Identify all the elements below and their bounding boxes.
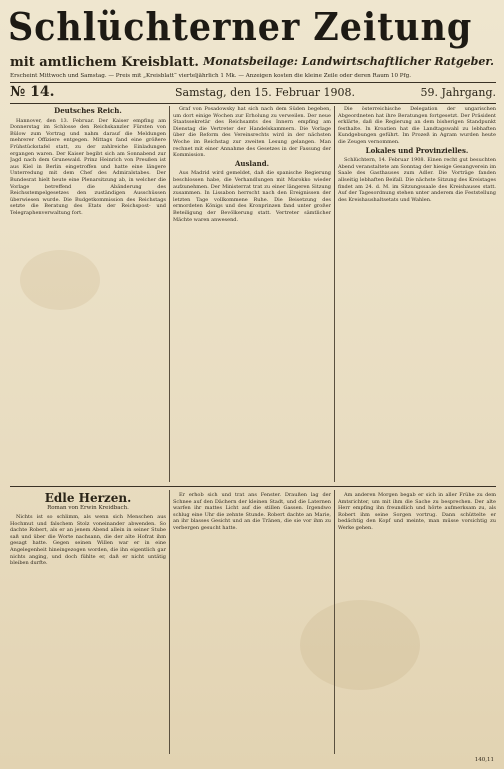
column-3 [338,106,496,482]
divider [10,82,496,83]
feuilleton-column-1 [10,514,166,754]
feuilleton-author: Roman von Erwin Kreidbach. [47,505,129,511]
divider [10,103,496,104]
feuilleton-title: Edle Herzen. [44,491,132,505]
feuilleton-text: Nichts ist so schlimm, als wenn sich Menschen aus Hochmut und falschem Stolz voneinander abwenden. So dachte Robert, als er an jenem Abend allein in seiner Stube saß und über die Worte nachsann, die der alte Hofrat ihm gesagt hatte. Gegen seinen Willen war er in eine Angelegenheit hineingezogen worden, die ihn eigentlich gar nichts anging, und doch fühlte er, daß er nicht untätig bleiben durfte. [10,514,166,567]
publication-info: Erscheint Mittwoch und Samstag. — Preis mit „Kreisblatt“ vierteljährlich 1 Mk. — Anzeigen kosten die kleine Zeile oder deren Raum 10 Pfg. [10,73,411,79]
column-divider [334,106,335,482]
article-text: Die österreichische Delegation der ungarischen Abgeordneten hat ihre Beratungen fortgesetzt. Der Präsident erklärte, daß die Regierung an dem bisherigen Standpunkt festhalte. In Kroatien hat die Landtagswahl zu lebhaften Kundgebungen geführt. Im Prozeß in Agram wurden heute die Zeugen vernommen. [338,106,496,145]
feuilleton-divider [10,486,496,487]
section-heading: Ausland. [234,158,270,168]
feuilleton-column-3 [338,492,496,754]
column-divider [169,490,170,754]
column-divider [334,490,335,754]
volume: 59. Jahrgang. [420,86,496,99]
article-text: Hannover, den 13. Februar. Der Kaiser empfing am Donnerstag im Schlosse den Reichskanzler Fürsten von Bülow zum Vortrag und nahm darauf die Meldungen mehrerer Offiziere entgegen. Mittags fand eine größere Frühstückstafel statt, zu der zahlreiche Einladungen ergangen waren. Der Kaiser begibt sich am Sonnabend zur Jagd nach dem Grunewald. Prinz Heinrich von Preußen ist aus Kiel in Berlin eingetroffen und hatte eine längere Unterredung mit dem Chef des Admiralstabes. Der Bundesrat hielt heute eine Plenarsitzung ab, in welcher die Vorlage betreffend die Abänderung des Reichsstempelgesetzes den zuständigen Ausschüssen überwiesen wurde. Die Budgetkommission des Reichstags setzte die Beratung des Etats der Reichspost- und Telegraphenverwaltung fort. [10,117,166,216]
feuilleton-column-2 [173,492,331,754]
feuilleton-text: Am anderen Morgen begab er sich in aller Frühe zu dem Amtsrichter, um mit ihm die Sache zu besprechen. Der alte Herr empfing ihn freundlich und hörte aufmerksam zu, als Robert ihm seine Sorgen vortrug. Dann schüttelte er bedächtig den Kopf und meinte, man müsse vorsichtig zu Werke gehen. [338,492,496,531]
article-text: Graf von Posadowsky hat sich nach dem Süden begeben, um dort einige Wochen zur Erholung zu verweilen. Der neue Staatssekretär des Reichsamts des Innern empfing am Dienstag die Vertreter der Handelskammern. Die Vorlage über die Reform des Vereinsrechts wird in der nächsten Woche im Reichstag zur zweiten Lesung gelangen. Man rechnet mit einer Annahme des Gesetzes in der Fassung der Kommission. [173,106,331,159]
column-1 [10,106,166,482]
dateline [10,84,496,102]
masthead-title: Schlüchterner Zeitung [8,4,473,49]
issue-number: № 14. [10,84,55,100]
page-footnote: 140,11 [474,757,494,763]
issue-date: Samstag, den 15. Februar 1908. [174,86,356,99]
section-heading: Deutsches Reich. [54,106,122,115]
article-text: Aus Madrid wird gemeldet, daß die spanische Regierung beschlossen habe, die Verhandlungen mit Marokko wieder aufzunehmen. Der Ministerrat trat zu einer längeren Sitzung zusammen. In Lissabon herrscht nach den Ereignissen der letzten Tage vollkommene Ruhe. Die Beisetzung des ermordeten Königs und des Kronprinzen fand unter großer Beteiligung der Bevölkerung statt. Vertreter sämtlicher Mächte waren anwesend. [173,170,331,223]
article-text: Schlüchtern, 14. Februar 1908. Einen recht gut besuchten Abend veranstaltete am Sonntag der hiesige Gesangverein im Saale des Gasthauses zum Adler. Die Vorträge fanden allseitig lebhaften Beifall. Die nächste Sitzung des Kreistages findet am 24. d. M. im Sitzungssaale des Kreishauses statt. Auf der Tagesordnung stehen unter anderem die Feststellung des Kreishaushaltsetats und Wahlen. [338,157,496,203]
masthead-subtitle-left: mit amtlichem Kreisblatt. [10,55,199,70]
column-divider [169,106,170,482]
column-2 [173,106,331,482]
feuilleton-text: Er erhob sich und trat ans Fenster. Draußen lag der Schnee auf den Dächern der kleinen Stadt, und die Laternen warfen ihr mattes Licht auf die stillen Gassen. Irgendwo schlug eine Uhr die zehnte Stunde. Robert dachte an Marie, an ihr blasses Gesicht und an die Tränen, die sie vor ihm zu verbergen gesucht hatte. [173,492,331,531]
section-heading: Lokales und Provinzielles. [365,145,469,155]
masthead-subtitle-right: Monatsbeilage: Landwirtschaftlicher Ratgeber. [203,55,494,68]
